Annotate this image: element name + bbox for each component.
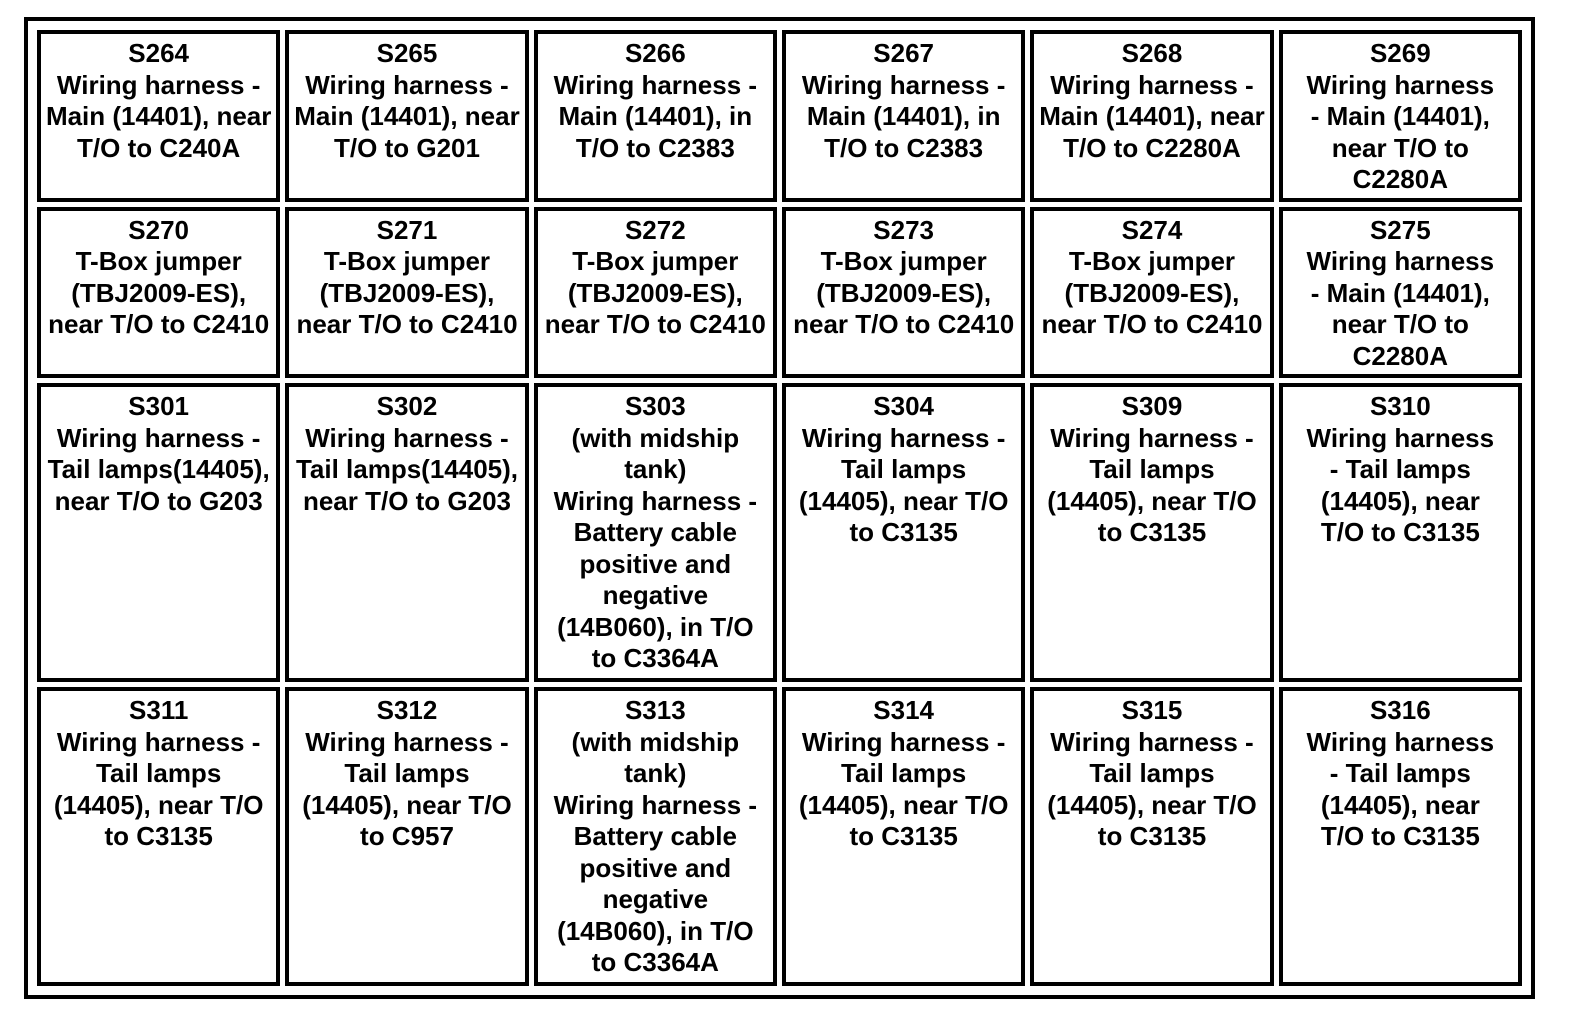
splice-id: S303 [624, 391, 686, 422]
table-cell [37, 687, 280, 986]
splice-id: S267 [873, 38, 935, 68]
splice-id: S269 [1369, 38, 1431, 68]
table-cell [1030, 687, 1273, 986]
splice-id: S311 [129, 695, 189, 726]
splice-description: Wiring harness - Main (14401), in T/O to C2383 [801, 69, 1006, 163]
splice-id: S301 [128, 391, 190, 422]
splice-description: Wiring harness - Tail lamps (14405), near T/O to C3135 [1306, 726, 1495, 852]
table-cell [1279, 383, 1522, 682]
splice-id: S273 [873, 214, 935, 245]
splice-table-frame [24, 17, 1535, 999]
table-row [37, 383, 1522, 682]
table-cell [285, 687, 528, 986]
table-cell [285, 30, 528, 202]
splice-id: S314 [873, 695, 935, 726]
splice-description: Wiring harness - Tail lamps(14405), near T/O to G203 [47, 422, 270, 516]
splice-id: S310 [1369, 391, 1431, 422]
table-cell [285, 383, 528, 682]
splice-id: S302 [376, 391, 438, 422]
splice-description: T-Box jumper (TBJ2009-ES), near T/O to C2410 [793, 246, 1015, 340]
table-cell [37, 30, 280, 202]
table-row [37, 207, 1522, 379]
splice-description: Wiring harness - Tail lamps (14405), near T/O to C3135 [1047, 726, 1257, 852]
table-cell [1030, 207, 1273, 379]
table-cell [37, 383, 280, 682]
table-cell [534, 383, 777, 682]
table-cell [1279, 687, 1522, 986]
table-cell [285, 207, 528, 379]
splice-id: S264 [128, 38, 190, 68]
table-cell [37, 207, 280, 379]
splice-id: S309 [1121, 391, 1183, 422]
splice-id: S270 [128, 214, 190, 245]
splice-id: S272 [624, 214, 686, 245]
splice-description: T-Box jumper (TBJ2009-ES), near T/O to C2410 [544, 246, 766, 340]
table-row [37, 30, 1522, 202]
splice-id: S268 [1121, 38, 1183, 68]
splice-description: Wiring harness - Tail lamps (14405), near T/O to C3135 [798, 422, 1009, 548]
table-cell [1030, 383, 1273, 682]
table-row [37, 687, 1522, 986]
splice-id: S313 [624, 695, 686, 726]
splice-description: Wiring harness - Main (14401), near T/O to C2280A [1306, 246, 1495, 371]
table-cell [534, 30, 777, 202]
splice-id: S316 [1369, 695, 1431, 726]
splice-id: S274 [1121, 214, 1183, 245]
splice-description: Wiring harness - Main (14401), near T/O to C2280A [1306, 69, 1495, 194]
splice-description: (with midship tank) Wiring harness - Battery cable positive and negative (14B060), in T/O to C3364A [553, 422, 758, 674]
splice-description: T-Box jumper (TBJ2009-ES), near T/O to C2410 [296, 246, 518, 340]
table-cell [1030, 30, 1273, 202]
splice-description: Wiring harness - Tail lamps (14405), near T/O to C957 [302, 726, 512, 852]
table-cell [534, 687, 777, 986]
splice-id: S315 [1121, 695, 1183, 726]
splice-id: S271 [376, 214, 438, 245]
splice-description: T-Box jumper (TBJ2009-ES), near T/O to C2410 [48, 246, 270, 340]
splice-location-table [32, 25, 1527, 991]
splice-description: Wiring harness - Tail lamps (14405), near T/O to C3135 [53, 726, 264, 852]
table-cell [782, 207, 1025, 379]
splice-description: Wiring harness - Tail lamps(14405), near T/O to G203 [295, 422, 519, 516]
table-cell [534, 207, 777, 379]
splice-description: Wiring harness - Main (14401), near T/O to C240A [45, 69, 272, 163]
splice-description: Wiring harness - Main (14401), in T/O to C2383 [553, 69, 758, 163]
table-cell [1279, 207, 1522, 379]
table-cell [782, 687, 1025, 986]
splice-description: Wiring harness - Tail lamps (14405), near T/O to C3135 [1047, 422, 1257, 548]
table-cell [782, 383, 1025, 682]
splice-description: Wiring harness - Tail lamps (14405), near T/O to C3135 [1306, 422, 1495, 548]
splice-description: (with midship tank) Wiring harness - Battery cable positive and negative (14B060), in T/O to C3364A [553, 726, 758, 978]
splice-id: S265 [376, 38, 438, 68]
splice-description: T-Box jumper (TBJ2009-ES), near T/O to C2410 [1041, 246, 1263, 340]
table-cell [782, 30, 1025, 202]
splice-description: Wiring harness - Main (14401), near T/O to C2280A [1039, 69, 1265, 163]
splice-description: Wiring harness - Tail lamps (14405), near T/O to C3135 [798, 726, 1009, 852]
table-cell [1279, 30, 1522, 202]
splice-id: S275 [1369, 214, 1431, 245]
splice-id: S266 [624, 38, 686, 68]
splice-id: S312 [376, 695, 438, 726]
splice-id: S304 [873, 391, 935, 422]
splice-description: Wiring harness - Main (14401), near T/O to G201 [294, 69, 520, 163]
